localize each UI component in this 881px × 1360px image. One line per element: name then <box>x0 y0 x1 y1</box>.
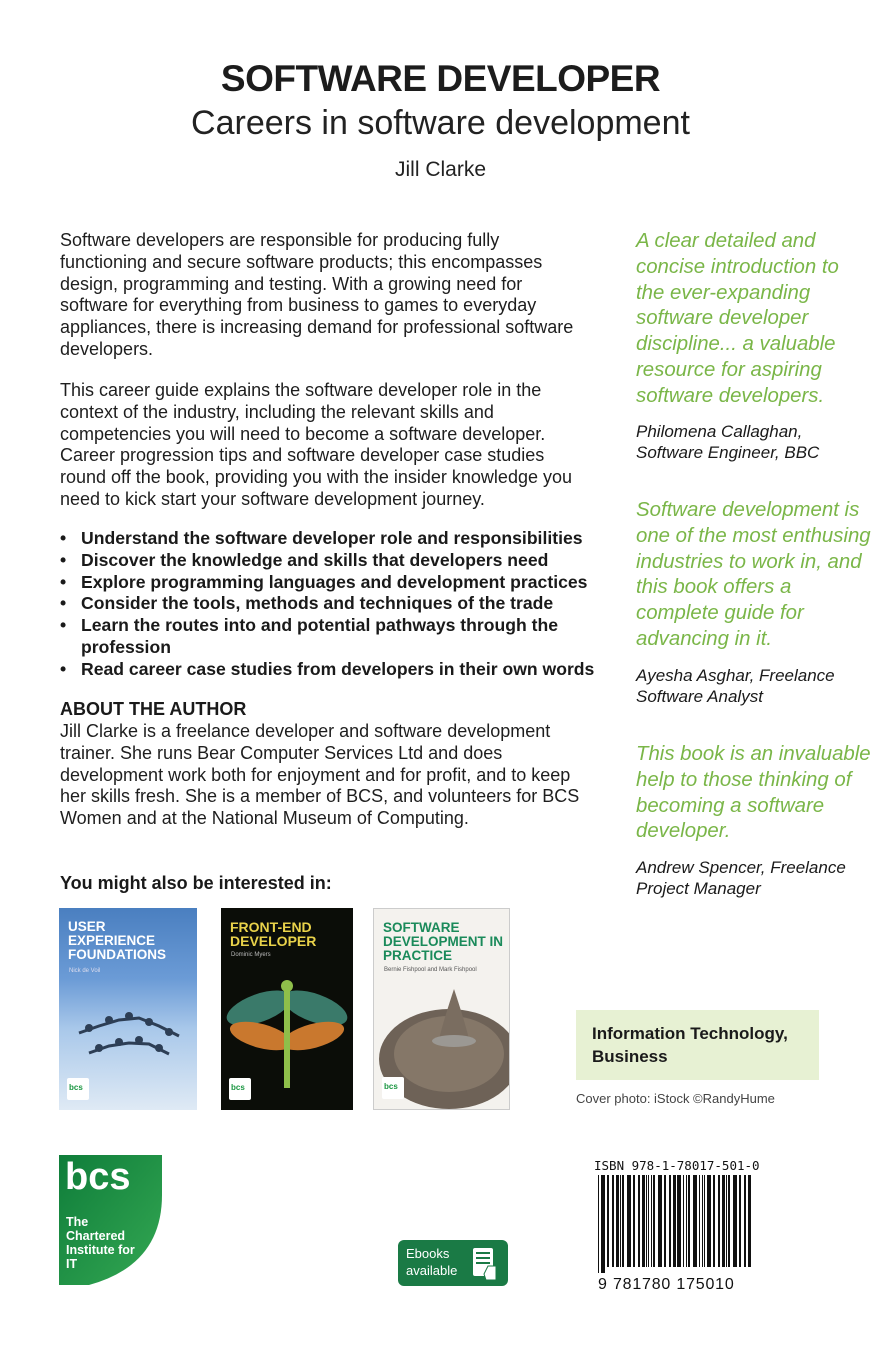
book-author: Jill Clarke <box>394 158 486 181</box>
barcode-bar <box>642 1175 645 1267</box>
barcode-bar <box>677 1175 681 1267</box>
related-book-author: Bernie Fishpool and Mark Fishpool <box>384 967 477 973</box>
feature-item: • Read career case studies from developers in their own words <box>60 658 595 679</box>
barcode-bar <box>646 1175 647 1267</box>
barcode-bar <box>664 1175 666 1267</box>
barcode-bar <box>683 1175 684 1267</box>
about-author-text: Jill Clarke is a freelance developer and software development trainer. She runs Bear Computer Services Ltd and does development work both for enjoyment and for profit, and to keep her skills fresh. She is a member of BCS, and volunteers for BCS Women and at the National Museum of Computing. <box>60 721 580 829</box>
barcode-bar <box>598 1175 599 1273</box>
barcode-bar <box>718 1175 720 1267</box>
related-book-frontend[interactable] <box>221 908 353 1110</box>
related-book-sdp[interactable] <box>373 908 510 1110</box>
bcs-mini-logo <box>229 1078 251 1100</box>
related-book-ux[interactable] <box>59 908 197 1110</box>
bcs-mini-logo <box>382 1077 404 1099</box>
barcode-bar <box>601 1175 605 1273</box>
barcode-bar <box>702 1175 703 1267</box>
related-book-title: FRONT-END DEVELOPER <box>230 919 317 949</box>
cover-photo-credit: Cover photo: iStock ©RandyHume <box>576 1091 775 1106</box>
related-book-author: Nick de Voil <box>69 968 101 974</box>
barcode-bar <box>739 1175 741 1267</box>
barcode-bar <box>699 1175 700 1267</box>
barcode-bar <box>648 1175 649 1267</box>
book-title: SOFTWARE DEVELOPER <box>220 58 661 99</box>
barcode-bar <box>707 1175 711 1267</box>
ereader-icon <box>470 1246 500 1282</box>
about-author-heading: ABOUT THE AUTHOR <box>60 699 247 719</box>
barcode-bar <box>713 1175 715 1267</box>
feature-item: • Understand the software developer role and responsibilities <box>60 528 583 548</box>
barcode-bar <box>722 1175 725 1267</box>
barcode-bar <box>669 1175 671 1267</box>
feature-item: • Consider the tools, methods and techniques of the trade <box>60 593 554 614</box>
barcode-bar <box>728 1175 730 1267</box>
barcode-bar <box>651 1175 652 1267</box>
barcode-bar <box>653 1175 655 1267</box>
barcode-bar <box>616 1175 619 1267</box>
description-paragraph-1: Software developers are responsible for producing fully functioning and secure software products; this encompasses design, programming and testing. With a growing need for software for everything from business to games to everyday appliances, there is increasing demand for professional software developers. <box>60 230 574 359</box>
feature-item: • Explore programming languages and development practices <box>60 571 588 592</box>
svg-text:bcs: bcs <box>65 1156 131 1198</box>
barcode-bar <box>748 1175 751 1267</box>
related-book-title: USER EXPERIENCE FOUNDATIONS <box>68 919 166 962</box>
barcode-bar <box>744 1175 746 1267</box>
related-book-title: SOFTWARE DEVELOPMENT IN PRACTICE <box>383 920 504 963</box>
review-attribution-3: Andrew Spencer, Freelance Project Manager <box>636 858 846 898</box>
review-quote-1: A clear detailed and concise introduction to the ever-expanding software developer discipline... a valuable resource for aspiring software developers. <box>636 230 839 407</box>
review-attribution-1: Philomena Callaghan, Software Engineer, BBC <box>636 422 820 462</box>
barcode-bar <box>627 1175 631 1267</box>
barcode-bar <box>620 1175 621 1267</box>
book-subtitle: Careers in software development <box>191 104 690 142</box>
barcode-bar <box>686 1175 687 1267</box>
barcode-number: 9 781780 175010 <box>598 1276 735 1293</box>
feature-list <box>60 528 620 681</box>
barcode-bar <box>673 1175 676 1267</box>
barcode-bar <box>733 1175 737 1267</box>
barcode-bar <box>688 1175 690 1267</box>
feature-item: • Discover the knowledge and skills that developers need <box>60 549 549 570</box>
review-quote-2: Software development is one of the most enthusing industries to work in, and this book offers a complete guide for advancing in it. <box>636 499 871 650</box>
barcode-bar <box>693 1175 697 1267</box>
isbn-label: ISBN 978-1-78017-501-0 <box>594 1158 760 1173</box>
barcode <box>594 1175 756 1275</box>
related-books-heading: You might also be interested in: <box>60 873 332 893</box>
barcode-bar <box>633 1175 635 1267</box>
feature-item: • Learn the routes into and potential pathways through the profession <box>60 615 559 657</box>
barcode-bar <box>726 1175 727 1267</box>
review-attribution-2: Ayesha Asghar, Freelance Software Analyst <box>636 666 835 706</box>
review-quote-3: This book is an invaluable help to those thinking of becoming a software developer. <box>636 743 871 843</box>
subject-category: Information Technology, Business <box>592 1024 788 1066</box>
bcs-mini-logo <box>67 1078 89 1100</box>
barcode-bar <box>658 1175 662 1267</box>
description-paragraph-2: This career guide explains the software developer role in the context of the industry, including the relevant skills and competencies you will need to become a software developer. Career progression tips and software developer case studies round off the book, providing you with the insider knowledge you need to kick start your software development journey. <box>60 380 572 509</box>
ebooks-label: Ebooks available <box>406 1246 458 1278</box>
barcode-bar <box>612 1175 614 1267</box>
barcode-bar <box>638 1175 640 1267</box>
related-book-author: Dominic Myers <box>231 952 271 958</box>
bcs-tagline: The Chartered Institute for IT <box>66 1215 135 1271</box>
barcode-bar <box>622 1175 624 1267</box>
barcode-bar <box>704 1175 705 1267</box>
barcode-bar <box>607 1175 609 1267</box>
